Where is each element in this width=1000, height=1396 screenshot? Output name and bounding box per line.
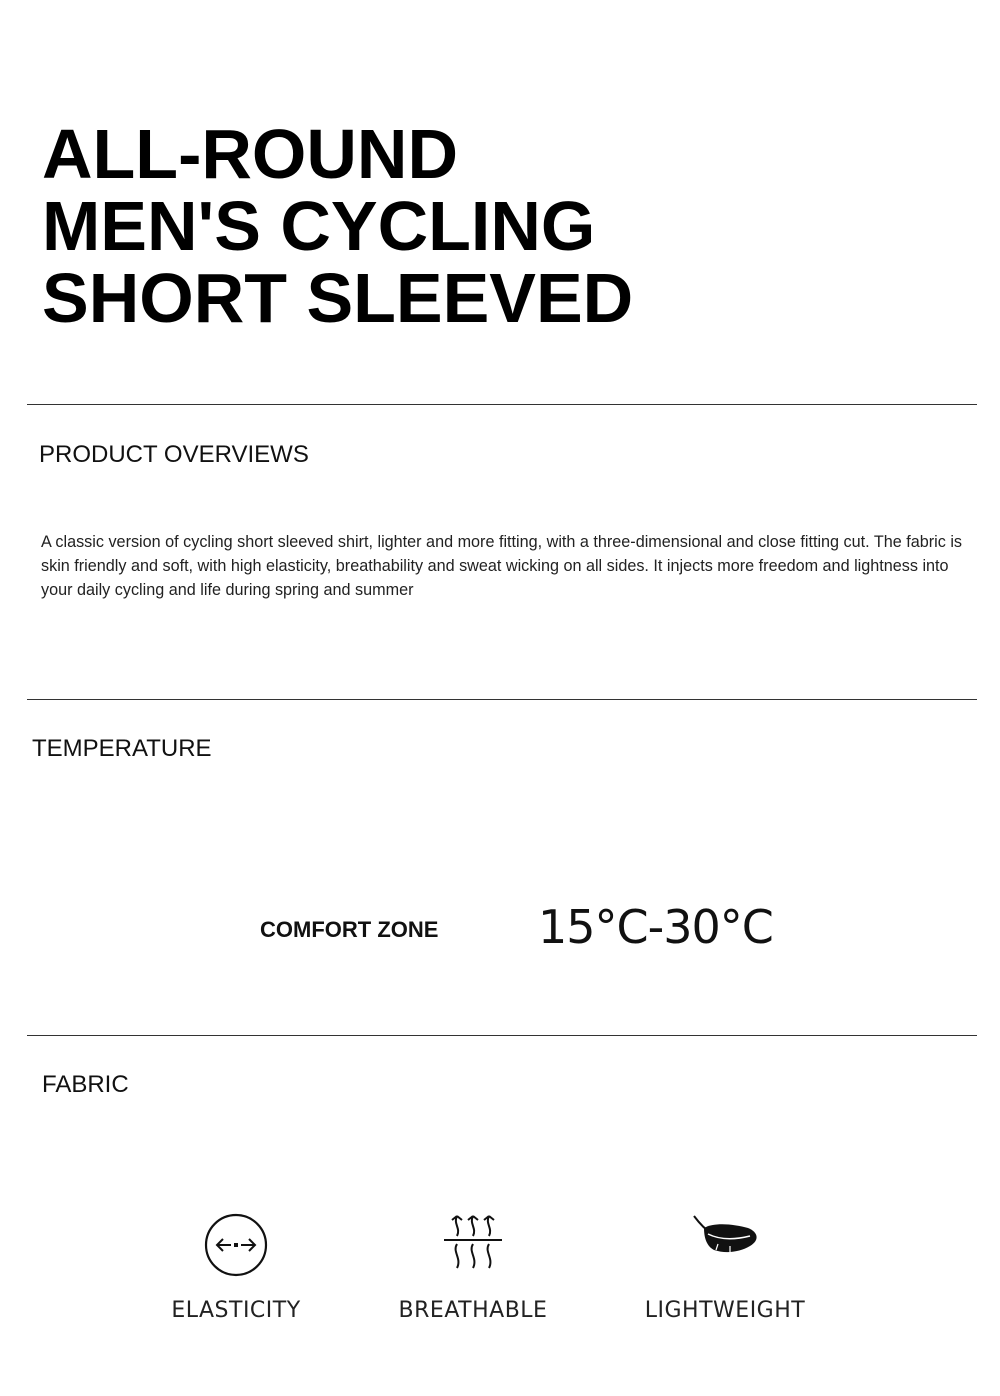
- feature-lightweight: [625, 1210, 825, 1326]
- feature-breathable: [373, 1210, 573, 1326]
- elasticity-arrows-icon: [201, 1210, 271, 1280]
- divider-temperature: [27, 699, 977, 700]
- title-line-1: ALL-ROUND: [42, 115, 459, 193]
- overview-heading: PRODUCT OVERVIEWS: [39, 441, 309, 468]
- divider-overview: [27, 404, 977, 405]
- breathable-waves-icon: [438, 1210, 508, 1280]
- product-title: [42, 115, 634, 337]
- comfort-zone-value: 15°C-30°C: [538, 900, 773, 954]
- feature-elasticity: [136, 1210, 336, 1326]
- divider-fabric: [27, 1035, 977, 1036]
- fabric-heading: FABRIC: [42, 1071, 129, 1098]
- temperature-heading: TEMPERATURE: [32, 735, 212, 762]
- feature-label: LIGHTWEIGHT: [644, 1298, 806, 1323]
- title-line-3: SHORT SLEEVED: [42, 259, 634, 337]
- title-line-2: MEN'S CYCLING: [42, 187, 596, 265]
- feather-icon: [690, 1210, 760, 1280]
- overview-description: A classic version of cycling short sleeved shirt, lighter and more fitting, with a three-dimensional and close fitting cut. The fabric is skin friendly and soft, with high elasticity, breathability and sweat wicking on all sides. It injects more freedom and lightness into your daily cycling and life during spring and summer: [41, 533, 963, 599]
- comfort-zone-label: COMFORT ZONE: [260, 917, 439, 942]
- feature-label: BREATHABLE: [398, 1298, 548, 1323]
- feature-label: ELASTICITY: [171, 1298, 301, 1323]
